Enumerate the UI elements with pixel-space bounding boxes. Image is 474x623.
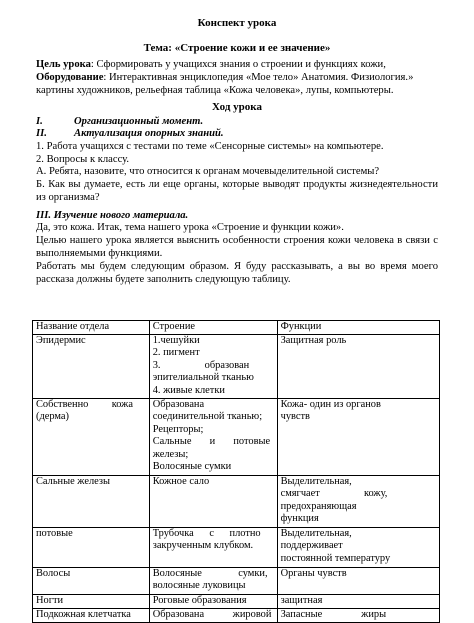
cell-line: Выделительная, [280,475,352,487]
cell-line: 1.чешуйки [152,334,200,346]
table-cell-name: Волосы [33,567,150,594]
cell-line: функция [280,513,319,524]
table-row [33,398,440,475]
table-cell-name: Эпидермис [33,334,150,398]
equipment-label: Оборудование [36,72,104,83]
paragraph-1: Да, это кожа. Итак, тема нашего урока «Строение и функции кожи». [36,222,344,233]
cell-line: Роговые образования [152,594,247,606]
cell-line: предохраняющая [280,500,357,512]
cell-line: Волосяные сумки, [152,567,268,579]
table-row [33,594,440,608]
cell-line: Защитная роль [280,334,347,346]
cell-line: Запасные жиры [280,608,387,620]
column-header: Функции [277,321,439,335]
doc-theme: Тема: «Строение кожи и ее значение» [143,42,331,54]
stage-1-text: Организационный момент. [74,116,204,127]
table-row [33,334,440,398]
column-header: Название отдела [33,321,150,335]
cell-line: постоянной температуру [280,552,391,564]
cell-line: Волосяные сумки [152,461,232,472]
table-row [33,527,440,567]
goal-text: : Сформировать у учащихся знания о строении и функциях кожи, [90,59,386,70]
table-cell-function [277,608,439,622]
cell-line: поддерживает [280,540,343,551]
cell-line: железы; [152,448,189,460]
table-cell-name: Ногти [33,594,150,608]
cell-line: 3. образован [152,359,250,371]
paragraph-2: Целью нашего урока является выяснить особенности строения кожи человека в связи с выполняемыми функциями. [36,235,438,259]
table-header-row [33,321,440,335]
doc-title: Конспект урока [197,17,277,29]
paragraph-3: Работать мы будем следующим образом. Я буду рассказывать, а вы во время моего рассказа должны будете заполнить следующую таблицу. [36,261,438,285]
table-cell-name: Собственно кожа (дерма) [33,398,150,475]
course-title: Ход урока [212,101,262,113]
cell-line: 2. пигмент [152,347,200,358]
cell-line: Кожа- один из органов [280,398,381,410]
equipment-line-2: картины художников, рельефная таблица «Кожа человека», лупы, компьютеры. [36,85,394,96]
cell-line: чувств [280,411,310,422]
cell-line: Образована [152,398,205,410]
cell-line: Образована жировой [152,608,272,620]
cell-line: волосяные луковицы [152,580,246,591]
question-b: Б. Как вы думаете, есть ли еще органы, которые выводят продукты жизнедеятельности из организма? [36,179,438,203]
stage-2-number: II. [36,128,47,139]
table-cell-structure [149,594,277,608]
cell-line: Кожное сало [152,475,210,487]
table-cell-structure [149,567,277,594]
stage-2 [36,127,438,140]
cell-line: Органы чувств [280,567,347,579]
list-item-2: 2. Вопросы к классу. [36,154,130,165]
cell-line: Рецепторы; [152,423,204,435]
table-cell-name: Подкожная клетчатка [33,608,150,622]
table-row [33,608,440,622]
table-cell-structure [149,608,277,622]
table-cell-structure [149,475,277,527]
table-cell-function [277,594,439,608]
cell-line: Выделительная, [280,527,352,539]
goal-line [36,58,438,71]
cell-line: закрученным клубком. [152,540,254,551]
question-a: А. Ребята, назовите, что относится к органам мочевыделительной системы? [36,166,380,177]
stage-3: III. Изучение нового материала. [36,210,189,221]
table-cell-function [277,475,439,527]
list-item-1: 1. Работа учащихся с тестами по теме «Сенсорные системы» на компьютере. [36,141,384,152]
table-cell-function [277,398,439,475]
table-cell-structure [149,334,277,398]
cell-line: защитная [280,594,323,606]
table-cell-name: потовые [33,527,150,567]
column-header: Строение [149,321,277,335]
cell-line: смягчает кожу, [280,488,388,499]
table-cell-function [277,567,439,594]
skin-structure-table [32,320,440,623]
cell-line: эпителиальной тканью [152,372,254,383]
stage-1-number: I. [36,116,43,127]
cell-line: Сальные и потовые [152,436,271,447]
table-cell-structure [149,398,277,475]
cell-line: соединительной тканью; [152,411,263,422]
equipment-text: : Интерактивная энциклопедия «Мое тело» Анатомия. Физиология.» [103,72,414,83]
goal-label: Цель урока [36,59,91,70]
table-row [33,475,440,527]
cell-line: Трубочка с плотно [152,527,261,539]
cell-line: 4. живые клетки [152,384,225,396]
table-row [33,567,440,594]
stage-2-text: Актуализация опорных знаний. [74,128,224,139]
table-cell-function [277,334,439,398]
table-cell-function [277,527,439,567]
equipment-line [36,71,438,84]
table-cell-structure [149,527,277,567]
table-cell-name: Сальные железы [33,475,150,527]
